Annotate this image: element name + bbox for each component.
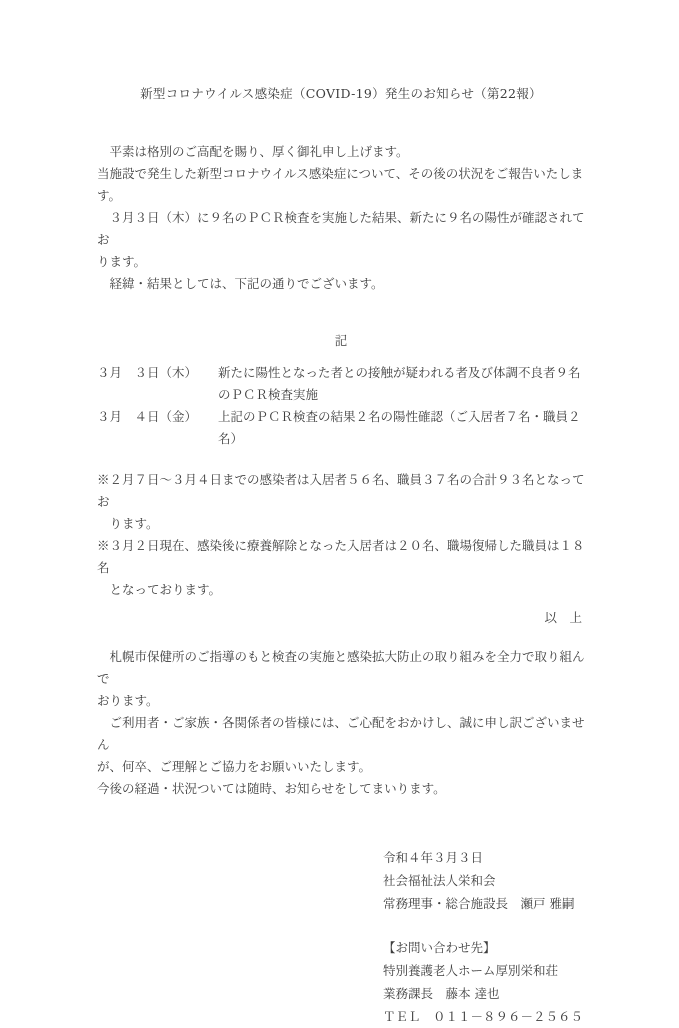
intro-line: ３月３日（木）に９名のＰＣＲ検査を実施した結果、新たに９名の陽性が確認されてお (97, 210, 585, 247)
record-entry (97, 406, 585, 450)
contact-facility: 特別養護老人ホーム厚別栄和荘 (383, 963, 559, 978)
contact-phone: ＴＥＬ ０１１－８９６－２５６５ (383, 1009, 584, 1024)
signature-block (97, 846, 585, 915)
closing-line: ご利用者・ご家族・各関係者の皆様には、ご心配をおかけし、誠に申し訳ございません (97, 715, 585, 752)
closing-paragraph (97, 646, 585, 800)
record-entry-date: ３月 ３日（木） (97, 365, 198, 380)
contact-person: 業務課長 藤本 達也 (383, 986, 500, 1001)
closing-mark: 以 上 (544, 610, 582, 625)
intro-paragraph (97, 141, 585, 295)
note-line: ります。 (97, 516, 159, 531)
note-line: ※２月７日～３月４日までの感染者は入居者５６名、職員３７名の合計９３名となってお (97, 472, 585, 509)
intro-line: 経緯・結果としては、下記の通りでございます。 (97, 276, 384, 291)
record-entry-text: のＰＣＲ検査実施 (218, 387, 319, 402)
closing-line: おります。 (97, 693, 159, 708)
record-entry-date: ３月 ４日（金） (97, 409, 198, 424)
closing-line: が、何卒、ご理解とご協力をお願いいたします。 (97, 759, 372, 774)
record-entry-body (218, 362, 585, 406)
note-line: となっております。 (97, 582, 222, 597)
signature-person: 常務理事・総合施設長 瀬戸 雅嗣 (383, 896, 575, 911)
notes-section (97, 469, 585, 601)
note-line: ※３月２日現在、感染後に療養解除となった入居者は２０名、職場復帰した職員は１８名 (97, 538, 585, 575)
contact-heading: 【お問い合わせ先】 (383, 940, 496, 955)
record-entry-body (218, 406, 585, 450)
intro-line: ります。 (97, 254, 147, 269)
record-entry-text: 上記のＰＣＲ検査の結果２名の陽性確認（ご入居者７名・職員２名） (218, 409, 581, 446)
record-entry (97, 362, 585, 406)
record-section (97, 362, 585, 450)
closing-line: 今後の経過・状況ついては随時、お知らせをしてまいります。 (97, 781, 446, 796)
contact-block (97, 936, 585, 1028)
document-title: 新型コロナウイルス感染症（COVID-19）発生のお知らせ（第22報） (140, 86, 542, 101)
closing-line: 札幌市保健所のご指導のもと検査の実施と感染拡大防止の取り組みを全力で取り組んで (97, 649, 585, 686)
intro-line: 平素は格別のご高配を賜り、厚く御礼申し上げます。 (97, 144, 409, 159)
signature-date: 令和４年３月３日 (383, 850, 484, 865)
record-section-heading: 記 (334, 333, 348, 348)
record-entry-text: 新たに陽性となった者との接触が疑われる者及び体調不良者９名 (218, 365, 581, 380)
signature-organization: 社会福祉法人栄和会 (383, 873, 496, 888)
intro-line: 当施設で発生した新型コロナウイルス感染症について、その後の状況をご報告いたします。 (97, 166, 584, 203)
